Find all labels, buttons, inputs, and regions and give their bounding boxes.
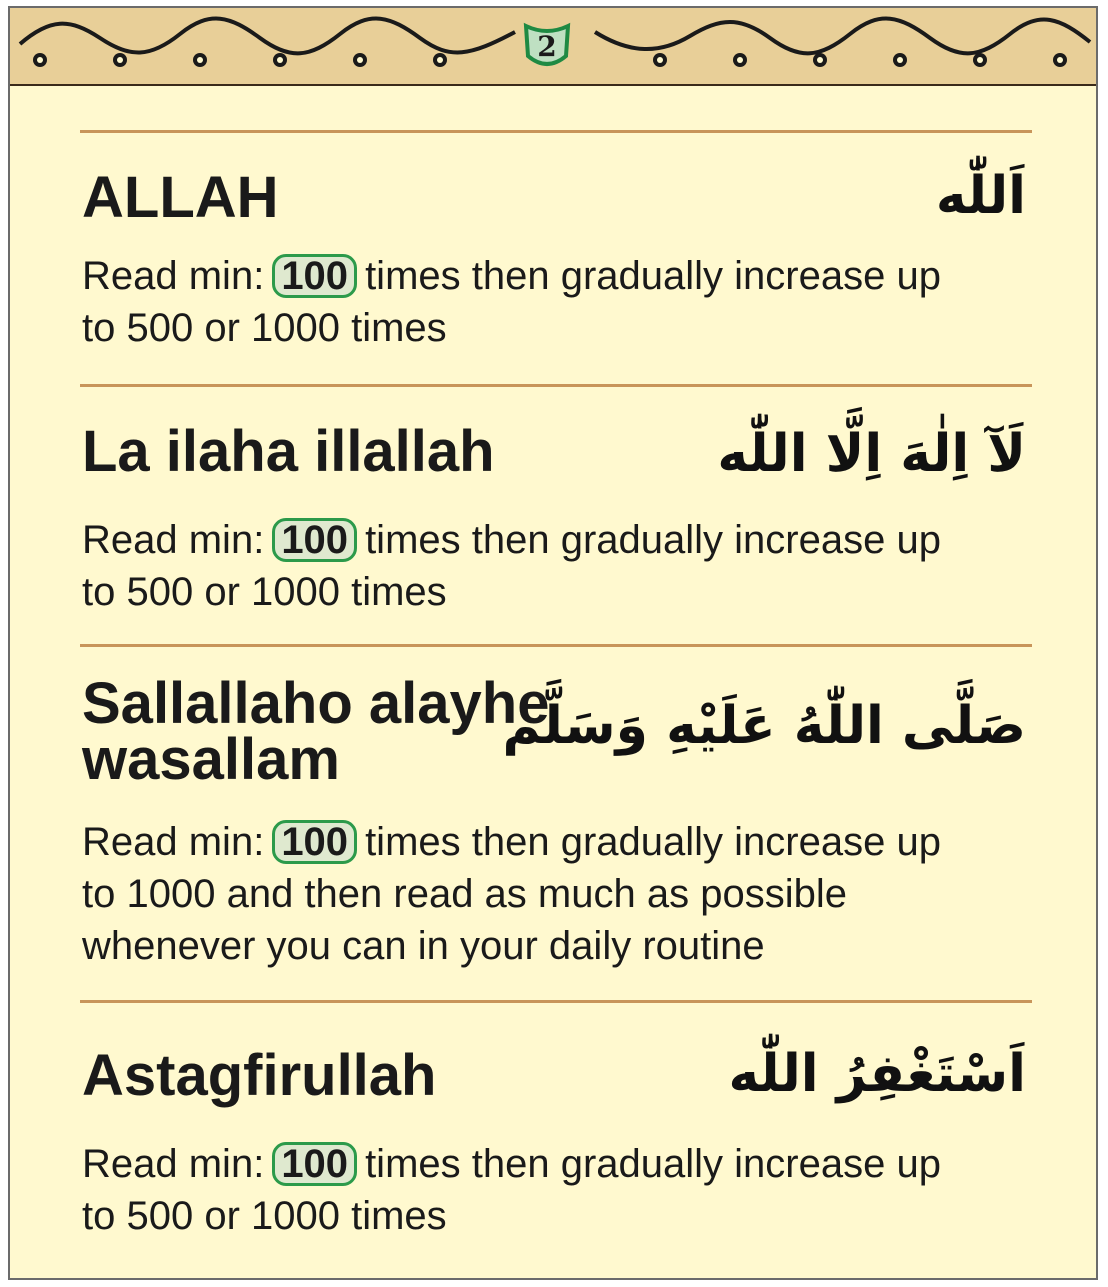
description-continuation: to 500 or 1000 times bbox=[82, 570, 447, 614]
description-text: times then gradually increase up bbox=[365, 254, 941, 298]
page-number: 2 bbox=[537, 30, 557, 63]
description-continuation: to 500 or 1000 times bbox=[82, 306, 447, 350]
divider-rule bbox=[80, 130, 1032, 133]
entry-description bbox=[82, 816, 1042, 972]
entry-title-line: Sallallaho alayhe bbox=[82, 671, 550, 736]
count-badge: 100 bbox=[272, 254, 357, 298]
entry-title-sallallaho bbox=[82, 671, 550, 792]
arabic-astagfirullah: اَسْتَغْفِرُ اللّٰه bbox=[728, 1044, 1026, 1104]
entry-description bbox=[82, 1138, 1042, 1242]
divider-rule bbox=[80, 384, 1032, 387]
entry-description bbox=[82, 514, 1042, 618]
description-continuation: to 1000 and then read as much as possible bbox=[82, 872, 847, 916]
read-min-label: Read min: bbox=[82, 518, 265, 562]
count-badge: 100 bbox=[272, 1142, 357, 1186]
arabic-allah: اَللّٰه bbox=[935, 166, 1026, 226]
entry-title-la-ilaha-illallah: La ilaha illallah bbox=[82, 419, 495, 484]
description-text: times then gradually increase up bbox=[365, 820, 941, 864]
entry-description bbox=[82, 250, 1042, 354]
divider-rule bbox=[80, 1000, 1032, 1003]
read-min-label: Read min: bbox=[82, 1142, 265, 1186]
read-min-label: Read min: bbox=[82, 254, 265, 298]
entry-title-allah: ALLAH bbox=[82, 165, 279, 230]
description-continuation: to 500 or 1000 times bbox=[82, 1194, 447, 1238]
count-badge: 100 bbox=[272, 518, 357, 562]
description-text: times then gradually increase up bbox=[365, 518, 941, 562]
entry-title-astagfirullah: Astagfirullah bbox=[82, 1043, 437, 1108]
entry-title-line: wasallam bbox=[82, 727, 340, 792]
arabic-la-ilaha-illallah: لَآ اِلٰهَ اِلَّا اللّٰه bbox=[717, 424, 1026, 484]
divider-rule bbox=[80, 644, 1032, 647]
count-badge: 100 bbox=[272, 820, 357, 864]
ornamental-header bbox=[10, 8, 1096, 86]
arabic-salawat: صَلَّى اللّٰهُ عَلَيْهِ وَسَلَّم bbox=[502, 696, 1026, 756]
description-continuation: whenever you can in your daily routine bbox=[82, 924, 765, 968]
description-text: times then gradually increase up bbox=[365, 1142, 941, 1186]
read-min-label: Read min: bbox=[82, 820, 265, 864]
page bbox=[8, 6, 1098, 1280]
page-number-badge bbox=[522, 22, 572, 68]
